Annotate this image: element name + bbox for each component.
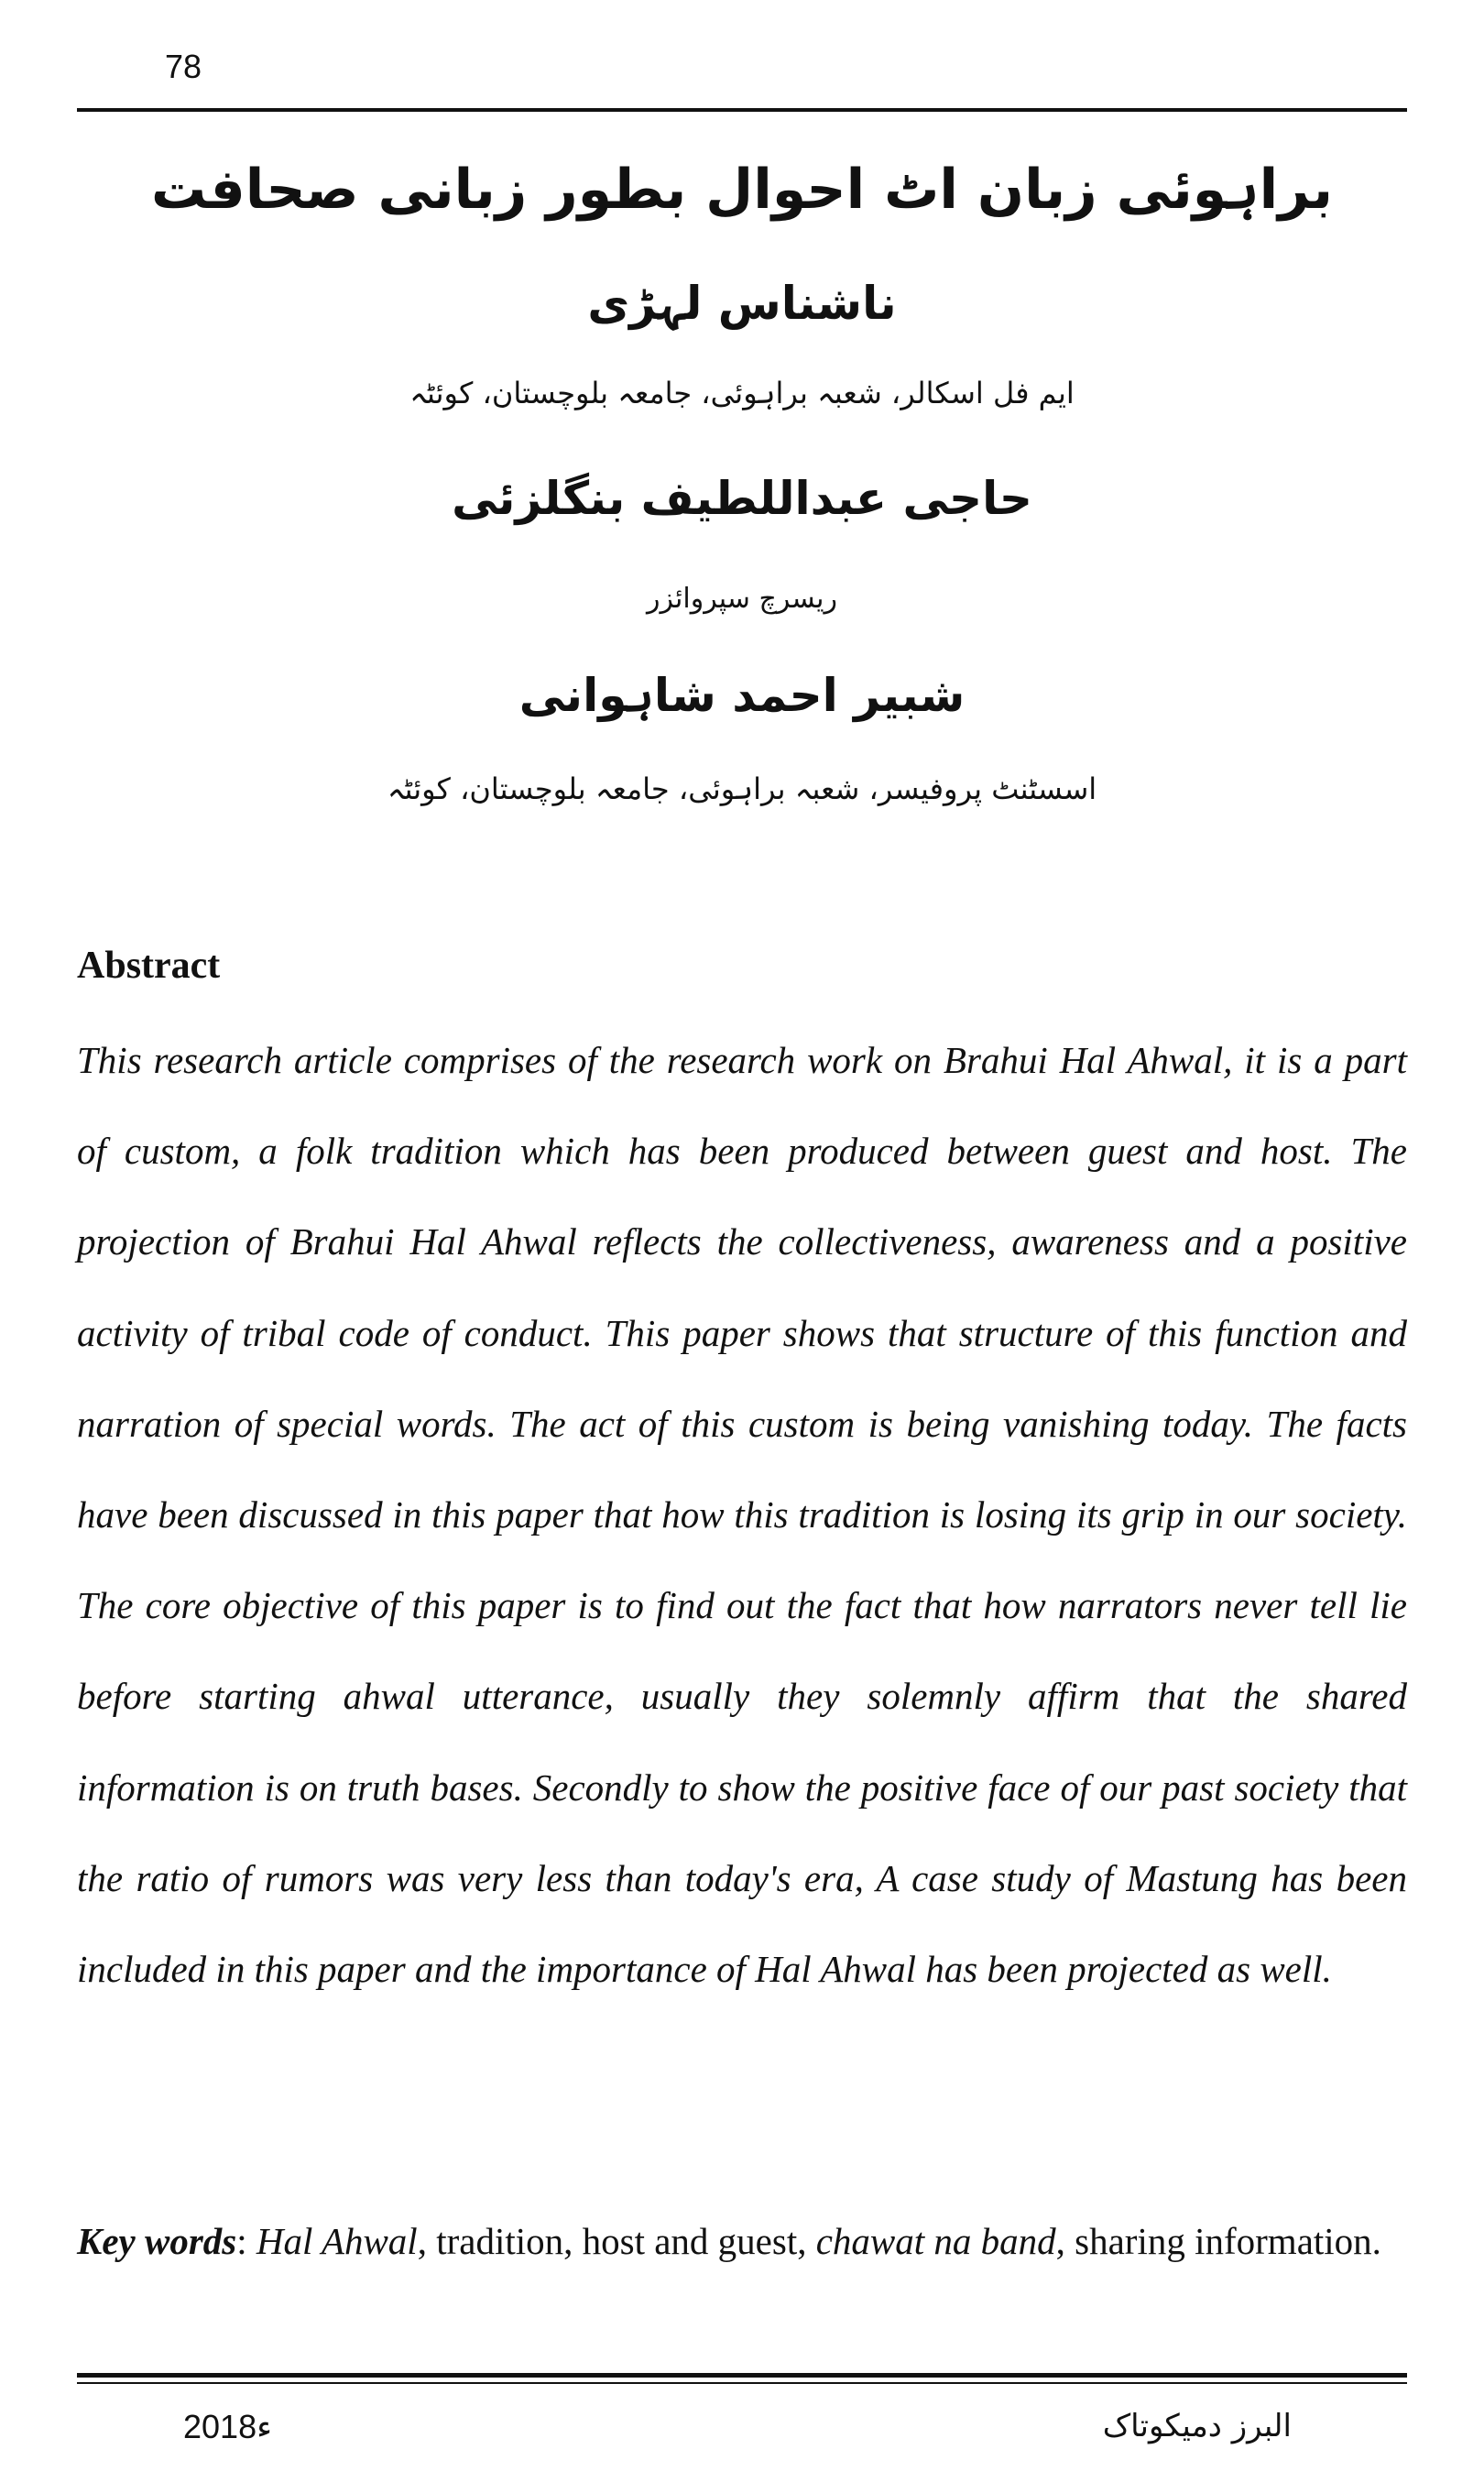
- footer-journal-name: البرز دمیکوتاک: [1102, 2408, 1292, 2444]
- keywords-plain-2: , sharing information.: [1055, 2220, 1381, 2262]
- author-name-1: ناشناس لہڑی: [587, 277, 897, 330]
- author-name-2: حاجی عبداللطیف بنگلزئی: [452, 472, 1032, 525]
- keywords-plain-1: , tradition, host and guest,: [417, 2220, 816, 2262]
- keyword-chawat-na-band: chawat na band: [815, 2220, 1056, 2262]
- keyword-hal-ahwal: Hal Ahwal: [256, 2220, 418, 2262]
- author-affiliation-1: ایم فل اسکالر، شعبہ براہوئی، جامعہ بلوچستان، کوئٹہ: [409, 376, 1075, 410]
- author-affiliation-2: ریسرچ سپروائزر: [646, 583, 837, 615]
- footer-rule-thin: [77, 2382, 1407, 2384]
- page-number: 78: [165, 48, 202, 85]
- article-title: براہوئی زبان اٹ احوال بطور زبانی صحافت: [151, 158, 1333, 222]
- footer-year: 2018ء: [183, 2408, 273, 2445]
- author-name-3: شبیر احمد شاہوانی: [518, 669, 966, 722]
- author-affiliation-3: اسسٹنٹ پروفیسر، شعبہ براہوئی، جامعہ بلوچستان، کوئٹہ: [387, 771, 1097, 806]
- keywords: [77, 2196, 1407, 2287]
- header-rule: [77, 108, 1407, 112]
- keywords-label: Key words: [77, 2220, 237, 2262]
- abstract-body: This research article comprises of the research work on Brahui Hal Ahwal, it is a part of custom, a folk tradition which has been produced between guest and host. The projection of Brahui Hal Ahwal reflects the collectiveness, awareness and a positive activity of tribal code of conduct. This paper shows that structure of this function and narration of special words. The act of this custom is being vanishing today. The facts have been discussed in this paper that how this tradition is losing its grip in our society. The core objective of this paper is to find out the fact that how narrators never tell lie before starting ahwal utterance, usually they solemnly affirm that the shared information is on truth bases. Secondly to show the positive face of our past society that the ratio of rumors was very less than today's era, A case study of Mastung has been included in this paper and the importance of Hal Ahwal has been projected as well.: [77, 1039, 1407, 1991]
- abstract-heading: Abstract: [77, 945, 221, 987]
- footer-rule: [77, 2373, 1407, 2378]
- keywords-separator: :: [236, 2220, 256, 2262]
